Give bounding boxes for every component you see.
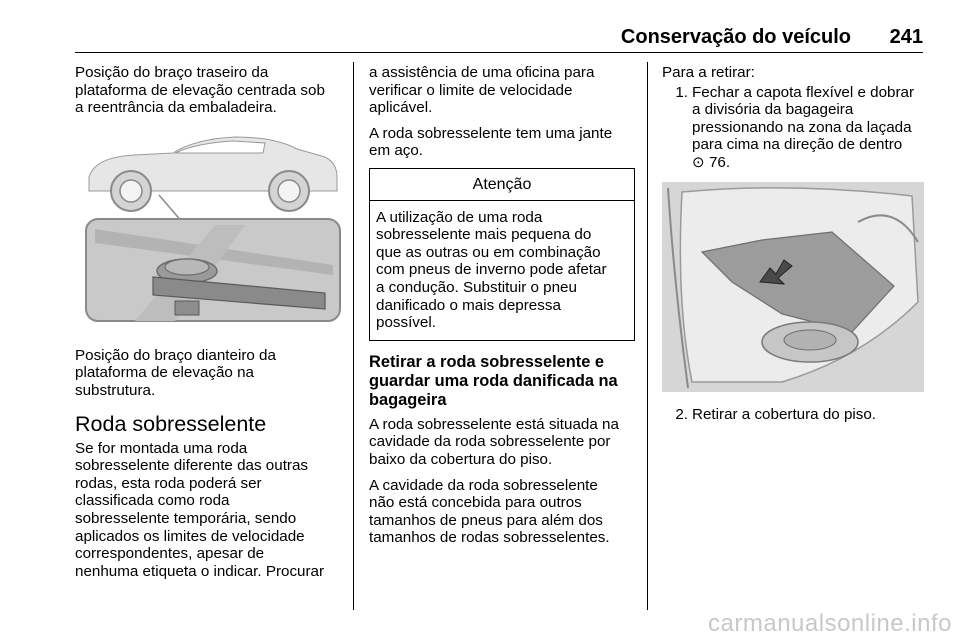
step-1-number: 1. <box>675 83 688 101</box>
rear-arm-text: Posição do braço traseiro da plataforma de elevação centrada sob a reentrância da embaladeira. <box>75 64 325 117</box>
steel-rim-text: A roda sobresselente tem uma jante em aço. <box>369 124 613 160</box>
page-number: 241 <box>889 26 923 48</box>
remove-spare-heading: Retirar a roda sobresselente e guardar uma roda danificada na bagageira <box>369 352 618 409</box>
front-arm-text: Posição do braço dianteiro da plataforma de elevação na substrutura. <box>75 346 276 399</box>
column-1 <box>75 64 343 588</box>
spare-wheel-text: Se for montada uma roda sobresselente diferente das outras rodas, esta roda poderá ser classificada como roda sobresselente temporária, sendo aplicados os limites de velocidade correspondentes, apesar de nenhuma etiqueta o indicar. Procurar <box>75 439 325 580</box>
attention-title: Atenção <box>370 169 634 201</box>
spare-location-text: A roda sobresselente está situada na cavidade da roda sobresselente por baixo da cobertura do piso. <box>369 415 619 468</box>
car-lift-illustration <box>75 125 343 333</box>
step-1-text: Fechar a capota flexível e dobrar a divisória da bagageira pressionando na zona da laçada para cima na direção de dentro ⊙ 76. <box>692 83 915 171</box>
step-2-number: 2. <box>675 405 688 423</box>
section-title: Conservação do veículo <box>620 26 851 48</box>
spare-wheel-heading: Roda sobresselente <box>75 411 267 436</box>
column-divider <box>353 62 354 610</box>
step-1 <box>662 84 924 172</box>
attention-box <box>369 168 635 341</box>
trunk-illustration <box>662 182 924 392</box>
page-header <box>75 26 923 53</box>
column-2 <box>369 64 635 555</box>
column-divider <box>647 62 648 610</box>
column-3 <box>662 64 924 423</box>
watermark: carmanualsonline.info <box>708 610 952 637</box>
step-2-text: Retirar a cobertura do piso. <box>692 405 877 423</box>
step-2 <box>662 406 924 424</box>
speed-limit-text: a assistência de uma oficina para verificar o limite de velocidade aplicável. <box>369 64 595 117</box>
attention-body: A utilização de uma roda sobresselente mais pequena do que as outras ou em combinação com pneus de inverno pode afetar a condução. Substituir o pneu danificado o mais depressa possível. <box>376 208 607 332</box>
removal-intro: Para a retirar: <box>662 64 755 81</box>
spare-cavity-text: A cavidade da roda sobresselente não está concebida para outros tamanhos de pneus para além dos tamanhos de rodas sobresselentes. <box>369 476 610 547</box>
